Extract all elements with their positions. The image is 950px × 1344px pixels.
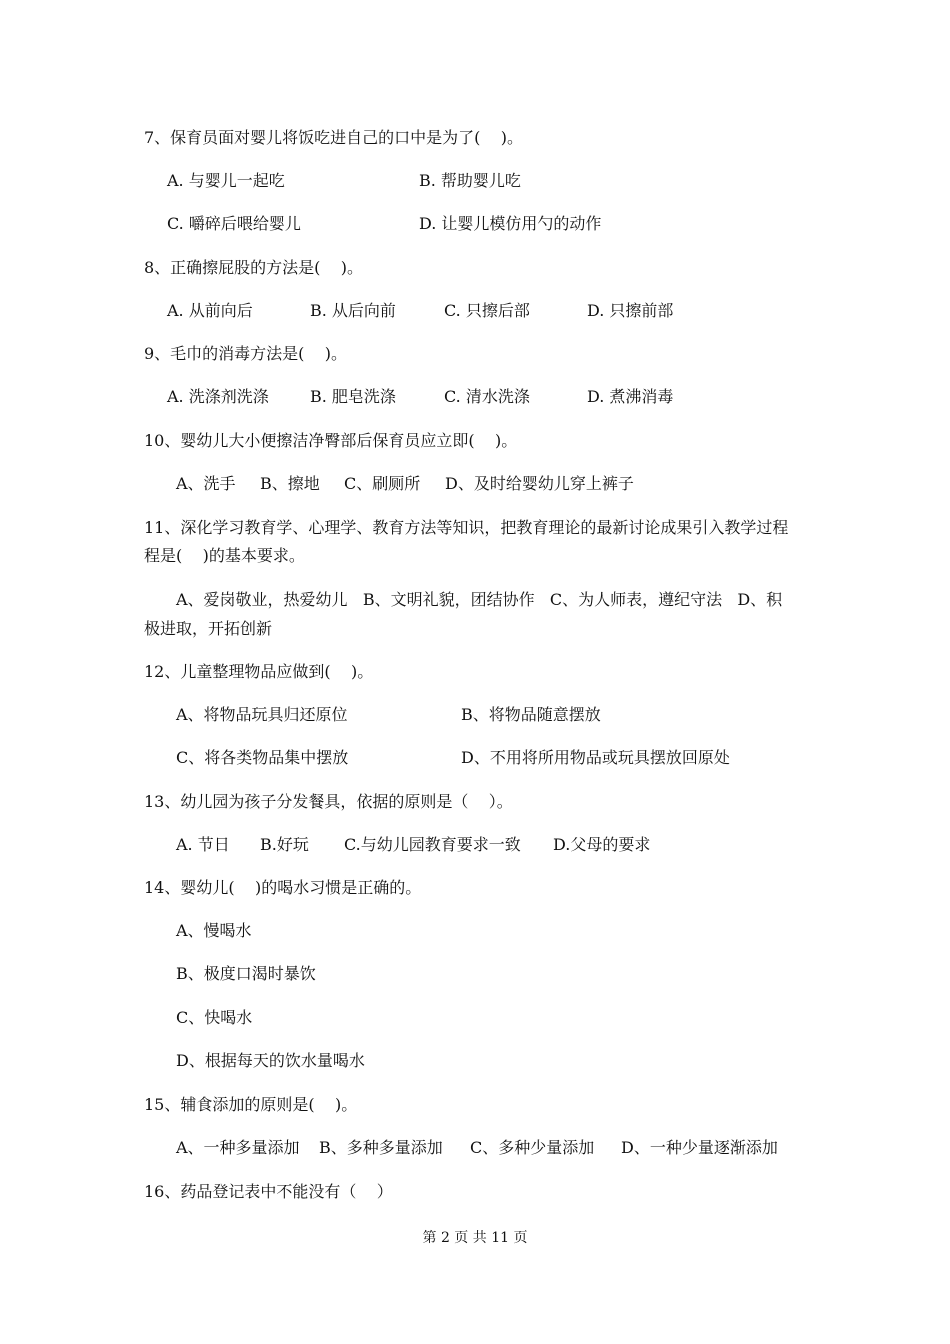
question-9-option-a: A. 洗涤剂洗涤 [167, 387, 269, 406]
question-10-option-d: D、及时给婴幼儿穿上裤子 [445, 474, 634, 493]
question-13-stem: 13、幼儿园为孩子分发餐具，依据的原则是（ ）。 [144, 792, 513, 811]
question-14-option-c: C、快喝水 [176, 1008, 253, 1027]
question-7-option-b: B. 帮助婴儿吃 [419, 171, 521, 190]
question-7-stem: 7、保育员面对婴儿将饭吃进自己的口中是为了( )。 [144, 128, 524, 147]
question-15-option-d: D、一种少量逐渐添加 [621, 1138, 778, 1157]
question-10-stem: 10、婴幼儿大小便擦洁净臀部后保育员应立即( )。 [144, 431, 518, 450]
question-8-option-b: B. 从后向前 [310, 301, 396, 320]
question-8-stem: 8、正确擦屁股的方法是( )。 [144, 258, 364, 277]
question-13-option-b: B.好玩 [260, 835, 309, 854]
question-9-option-c: C. 清水洗涤 [444, 387, 530, 406]
question-12-stem: 12、儿童整理物品应做到( )。 [144, 662, 374, 681]
question-12-option-d: D、不用将所用物品或玩具摆放回原处 [461, 748, 730, 767]
question-10-option-c: C、刷厕所 [344, 474, 421, 493]
question-10-option-a: A、洗手 [176, 474, 236, 493]
question-11-stem-line-2: 程是( )的基本要求。 [144, 546, 305, 565]
question-15-option-c: C、多种少量添加 [470, 1138, 595, 1157]
question-7-option-d: D. 让婴儿模仿用勺的动作 [419, 214, 602, 233]
question-11-stem-line-1: 11、深化学习教育学、心理学、教育方法等知识，把教育理论的最新讨论成果引入教学过程 [144, 518, 789, 537]
question-14-option-b: B、极度口渴时暴饮 [176, 964, 316, 983]
question-11-options-line-1: A、爱岗敬业，热爱幼儿 B、文明礼貌，团结协作 C、为人师表，遵纪守法 D、积 [176, 590, 783, 609]
question-10-option-b: B、擦地 [260, 474, 320, 493]
question-13-option-d: D.父母的要求 [553, 835, 651, 854]
question-8-option-c: C. 只擦后部 [444, 301, 530, 320]
question-13-option-a: A. 节日 [176, 835, 230, 854]
question-11-options-line-2: 极进取，开拓创新 [144, 619, 273, 638]
question-9-option-d: D. 煮沸消毒 [587, 387, 674, 406]
page-number-footer: 第 2 页 共 11 页 [422, 1230, 528, 1246]
question-15-option-a: A、一种多量添加 [176, 1138, 300, 1157]
question-12-option-a: A、将物品玩具归还原位 [176, 705, 348, 724]
question-7-option-c: C. 嚼碎后喂给婴儿 [167, 214, 301, 233]
question-15-option-b: B、多种多量添加 [319, 1138, 443, 1157]
question-14-stem: 14、婴幼儿( )的喝水习惯是正确的。 [144, 878, 422, 897]
question-14-option-a: A、慢喝水 [176, 921, 252, 940]
question-12-option-c: C、将各类物品集中摆放 [176, 748, 349, 767]
question-9-stem: 9、毛巾的消毒方法是( )。 [144, 344, 348, 363]
question-16-stem: 16、药品登记表中不能没有（ ） [144, 1182, 393, 1201]
question-13-option-c: C.与幼儿园教育要求一致 [344, 835, 521, 854]
question-8-option-a: A. 从前向后 [167, 301, 253, 320]
question-8-option-d: D. 只擦前部 [587, 301, 674, 320]
question-15-stem: 15、辅食添加的原则是( )。 [144, 1095, 358, 1114]
question-9-option-b: B. 肥皂洗涤 [310, 387, 396, 406]
question-14-option-d: D、根据每天的饮水量喝水 [176, 1051, 365, 1070]
question-12-option-b: B、将物品随意摆放 [461, 705, 601, 724]
question-7-option-a: A. 与婴儿一起吃 [167, 171, 285, 190]
